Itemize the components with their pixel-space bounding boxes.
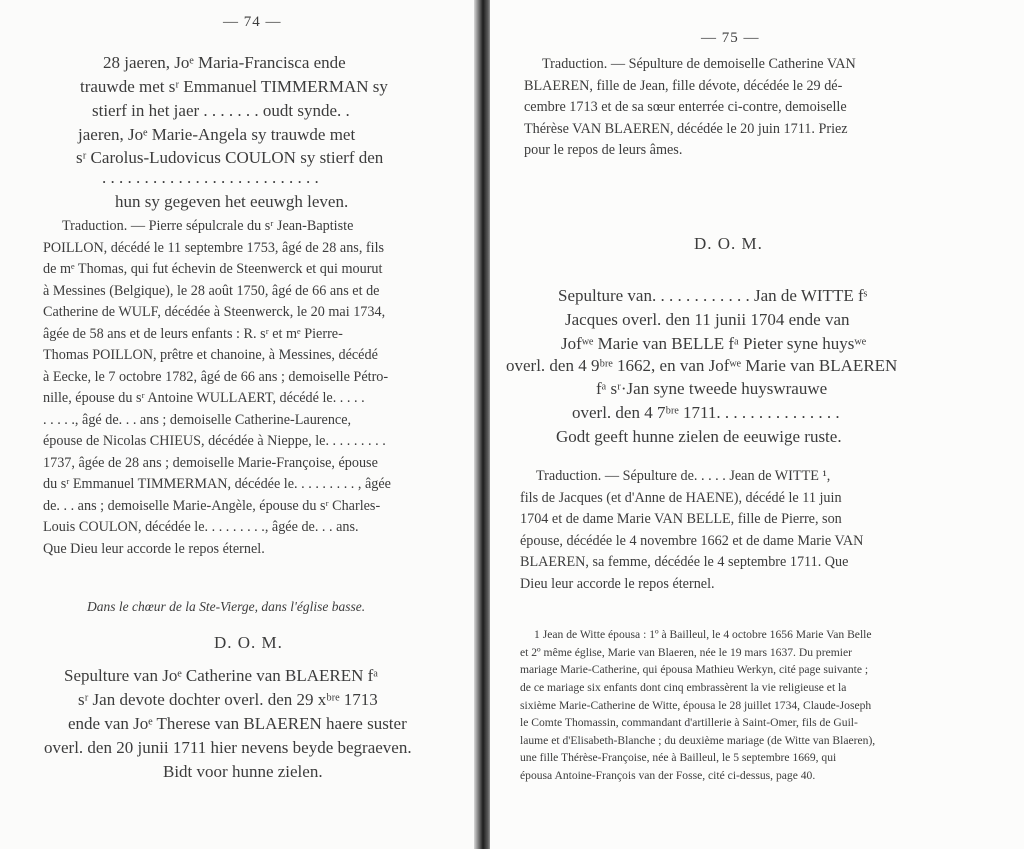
epitaph-line: hun sy gegeven het eeuwgh leven.	[115, 192, 349, 211]
translation-line: fils de Jacques (et d'Anne de HAENE), décédé le 11 juin	[520, 490, 842, 506]
translation-line: Thérèse VAN BLAEREN, décédée le 20 juin 1711. Priez	[524, 121, 848, 137]
footnote-line: 1 Jean de Witte épousa : 1º à Bailleul, le 4 octobre 1656 Marie Van Belle	[534, 628, 872, 641]
epitaph-line: trauwde met sʳ Emmanuel TIMMERMAN sy	[80, 77, 388, 96]
left-page	[0, 0, 476, 849]
translation-line: Que Dieu leur accorde le repos éternel.	[43, 541, 265, 557]
epitaph-line: fᵃ sʳ·Jan syne tweede huyswrauwe	[596, 379, 828, 398]
translation-line: BLAEREN, fille de Jean, fille dévote, décédée le 29 dé-	[524, 78, 843, 94]
choir-epitaph-line: ende van Joᵉ Therese van BLAEREN haere suster	[68, 714, 407, 733]
epitaph-line: . . . . . . . . . . . . . . . . . . . . . . . . . .	[102, 168, 319, 187]
section-heading: Dans le chœur de la Ste-Vierge, dans l'église basse.	[87, 599, 366, 614]
translation-line: POILLON, décédé le 11 septembre 1753, âgé de 28 ans, fils	[43, 240, 385, 256]
translation-line: 1737, âgée de 28 ans ; demoiselle Marie-Françoise, épouse	[43, 455, 378, 471]
translation-line: âgée de 58 ans et de leurs enfants : R. sʳ et mᵉ Pierre-	[43, 326, 343, 342]
epitaph-line: stierf in het jaer . . . . . . . oudt synde. .	[92, 101, 350, 120]
translation-line: de mᵉ Thomas, qui fut échevin de Steenwerck et qui mourut	[43, 261, 383, 277]
footnote-line: sixième Marie-Catherine de Witte, épousa le 28 juillet 1734, Claude-Joseph	[520, 699, 872, 712]
page-number-right: — 75 —	[701, 30, 760, 46]
translation-line: épouse, décédée le 4 novembre 1662 et de dame Marie VAN	[520, 533, 864, 549]
dom-title-right: D. O. M.	[694, 234, 763, 253]
translation-line: à Eecke, le 7 octobre 1782, âgé de 66 ans ; demoiselle Pétro-	[43, 369, 389, 385]
dom-title-left: D. O. M.	[214, 633, 283, 652]
footnote-line: mariage Marie-Catherine, qui épousa Mathieu Werkyn, cité page suivante ;	[520, 663, 869, 676]
translation-line: Catherine de WULF, décédée à Steenwerck, le 20 mai 1734,	[43, 304, 386, 320]
translation-line: 1704 et de dame Marie VAN BELLE, fille de Pierre, son	[520, 511, 842, 527]
epitaph-line: Jacques overl. den 11 junii 1704 ende van	[565, 310, 850, 329]
footnote-line: le Comte Thomassin, commandant d'artillerie à Saint-Omer, fils de Guil-	[520, 716, 858, 729]
choir-epitaph-line: Bidt voor hunne zielen.	[163, 762, 323, 781]
translation-line: Dieu leur accorde le repos éternel.	[520, 576, 715, 592]
footnote-line: laume et d'Elisabeth-Blanche ; du deuxième mariage (de Witte van Blaeren),	[520, 734, 876, 747]
choir-epitaph-line: sʳ Jan devote dochter overl. den 29 xᵇʳᵉ 1713	[78, 690, 378, 709]
footnote-line: de ce mariage six enfants dont cinq embrassèrent la vie religieuse et la	[520, 681, 847, 694]
epitaph-line: Godt geeft hunne zielen de eeuwige ruste.	[556, 427, 842, 446]
page-number-left: — 74 —	[223, 14, 282, 30]
translation-line: Traduction. — Pierre sépulcrale du sʳ Jean-Baptiste	[62, 218, 354, 234]
translation-line: cembre 1713 et de sa sœur enterrée ci-contre, demoiselle	[524, 99, 847, 115]
translation-line: à Messines (Belgique), le 28 août 1750, âgé de 66 ans et de	[43, 283, 380, 299]
footnote-line: une fille Thérèse-Françoise, née à Bailleul, le 5 septembre 1669, qui	[520, 751, 837, 764]
translation-line: . . . . ., âgé de. . . ans ; demoiselle Catherine-Laurence,	[43, 412, 352, 428]
epitaph-line: Sepulture van. . . . . . . . . . . . Jan de WITTE fˢ	[558, 286, 868, 305]
epitaph-line: Jofʷᵉ Marie van BELLE fᵃ Pieter syne huysʷᵉ	[561, 334, 867, 353]
right-page	[490, 0, 1024, 849]
epitaph-line: overl. den 4 9ᵇʳᵉ 1662, en van Jofʷᵉ Marie van BLAEREN	[506, 356, 898, 375]
translation-line: Louis COULON, décédée le. . . . . . . . ., âgée de. . . ans.	[43, 519, 359, 535]
translation-line: nille, épouse du sʳ Antoine WULLAERT, décédé le. . . . .	[43, 390, 365, 406]
epitaph-line: 28 jaeren, Joᵉ Maria-Francisca ende	[103, 53, 346, 72]
translation-line: Thomas POILLON, prêtre et chanoine, à Messines, décédé	[43, 347, 378, 363]
translation-line: du sʳ Emmanuel TIMMERMAN, décédée le. . . . . . . . . , âgée	[43, 476, 391, 492]
translation-line: de. . . ans ; demoiselle Marie-Angèle, épouse du sʳ Charles-	[43, 498, 381, 514]
footnote-line: et 2º même église, Marie van Blaeren, née le 19 mars 1637. Du premier	[520, 646, 852, 659]
epitaph-line: jaeren, Joᵉ Marie-Angela sy trauwde met	[78, 125, 356, 144]
translation-line: Traduction. — Sépulture de demoiselle Catherine VAN	[542, 56, 856, 72]
epitaph-line: sʳ Carolus-Ludovicus COULON sy stierf den	[76, 148, 384, 167]
translation-line: épouse de Nicolas CHIEUS, décédée à Nieppe, le. . . . . . . . .	[43, 433, 386, 449]
translation-line: Traduction. — Sépulture de. . . . . Jean de WITTE ¹,	[536, 468, 831, 484]
choir-epitaph-line: Sepulture van Joᵉ Catherine van BLAEREN fᵃ	[64, 666, 378, 685]
translation-line: pour le repos de leurs âmes.	[524, 142, 683, 158]
epitaph-line: overl. den 4 7ᵇʳᵉ 1711. . . . . . . . . . . . . . .	[572, 403, 840, 422]
translation-line: BLAEREN, sa femme, décédée le 4 septembre 1711. Que	[520, 554, 849, 570]
footnote-line: épousa Antoine-François van der Fosse, cité ci-dessus, page 40.	[520, 769, 816, 782]
choir-epitaph-line: overl. den 20 junii 1711 hier nevens beyde begraeven.	[44, 738, 412, 757]
